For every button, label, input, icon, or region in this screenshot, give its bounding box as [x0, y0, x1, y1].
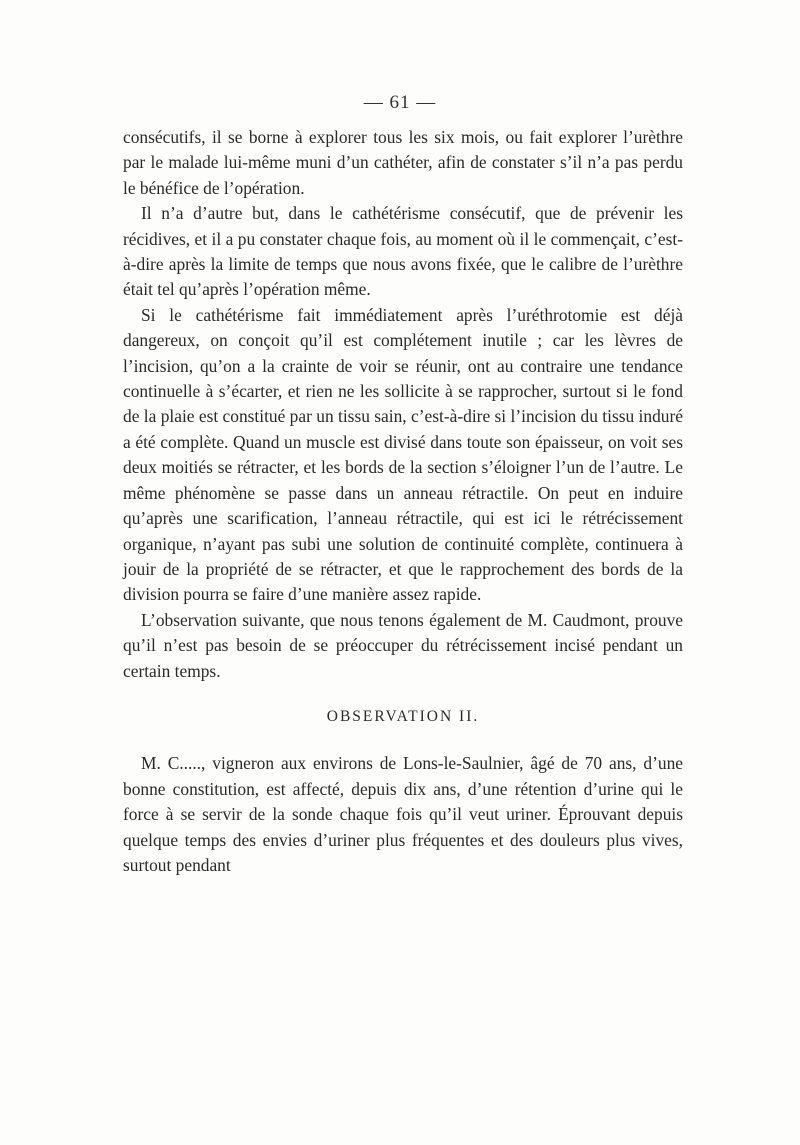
paragraph-4: L’observation suivante, que nous tenons également de M. Caudmont, prouve qu’il n’est pas besoin de se préoccuper du rétrécissement incisé pendant un certain temps. [123, 609, 683, 681]
body-text [123, 125, 683, 878]
paragraph-2: Il n’a d’autre but, dans le cathétérisme consécutif, que de prévenir les récidives, et il a pu constater chaque fois, au moment où il le commençait, c’est-à-dire après la limite de temps que nous avons fixée, que le calibre de l’urèthre était tel qu’après l’opération même. [123, 203, 683, 300]
paragraph-5: M. C....., vigneron aux environs de Lons-le-Saulnier, âgé de 70 ans, d’une bonne constitution, est affecté, depuis dix ans, d’une rétention d’urine qui le force à se servir de la sonde chaque fois qu’il veut uriner. Éprouvant depuis quelque temps des envies d’uriner plus fréquentes et des douleurs plus vives, surtout pendant [123, 753, 683, 875]
section-heading: OBSERVATION II. [326, 707, 480, 725]
paragraph-1: consécutifs, il se borne à explorer tous les six mois, ou fait explorer l’urèthre par le malade lui-même muni d’un cathéter, afin de constater s’il n’a pas perdu le bénéfice de l’opération. [123, 127, 683, 198]
paragraph-3: Si le cathétérisme fait immédiatement après l’uréthrotomie est déjà dangereux, on conçoit qu’il est complétement inutile ; car les lèvres de l’incision, qu’on a la crainte de voir se réunir, ont au contraire une tendance continuelle à s’écarter, et rien ne les sollicite à se rapprocher, surtout si le fond de la plaie est constitué par un tissu sain, c’est-à-dire si l’incision du tissu induré a été complète. Quand un muscle est divisé dans toute son épaisseur, on voit ses deux moitiés se rétracter, et les bords de la section s’éloigner l’un de l’autre. Le même phénomène se passe dans un anneau rétractile. On peut en induire qu’après une scarification, l’anneau rétractile, qui est ici le rétrécissement organique, n’ayant pas subi une solution de continuité complète, continuera à jouir de la propriété de se rétracter, et que le rapprochement des bords de la division pourra se faire d’une manière assez rapide. [123, 304, 683, 605]
page-number: — 61 — [363, 92, 437, 113]
